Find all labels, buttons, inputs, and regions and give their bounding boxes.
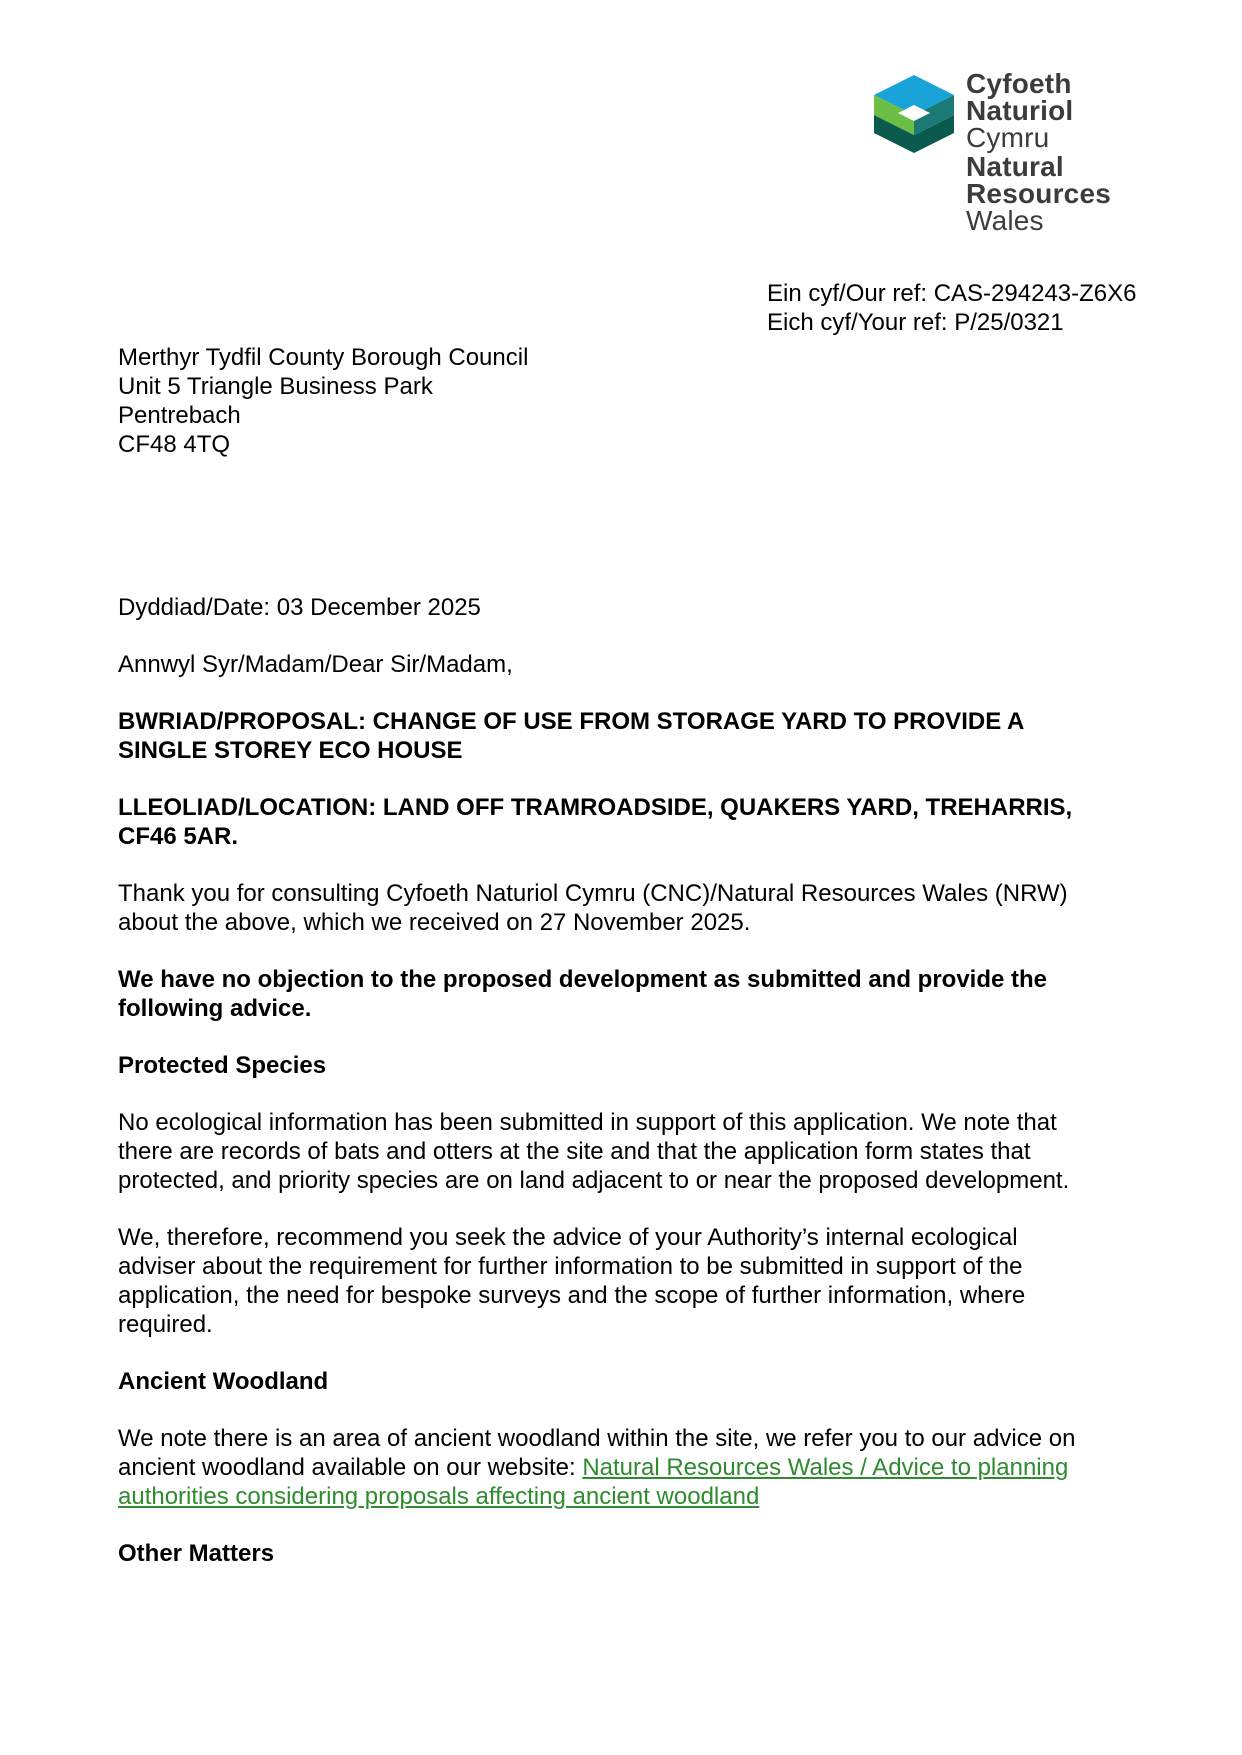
proposal-heading <box>118 707 1128 765</box>
proposal-line: SINGLE STOREY ECO HOUSE <box>118 737 463 764</box>
intro-line: Thank you for consulting Cyfoeth Naturiol Cymru (CNC)/Natural Resources Wales (NRW) <box>118 880 1068 907</box>
salutation <box>118 650 1128 679</box>
section-heading: Other Matters <box>118 1540 275 1567</box>
address-line: Merthyr Tydfil County Borough Council <box>118 344 529 371</box>
location-line: CF46 5AR. <box>118 823 239 850</box>
ancient-woodland-heading <box>118 1367 1128 1396</box>
paragraph-line: No ecological information has been submitted in support of this application. We note that <box>118 1109 1057 1136</box>
paragraph-line: adviser about the requirement for further information to be submitted in support of the <box>118 1253 1023 1280</box>
address-line: CF48 4TQ <box>118 431 231 458</box>
location-line: LLEOLIAD/LOCATION: LAND OFF TRAMROADSIDE, QUAKERS YARD, TREHARRIS, <box>118 794 1073 821</box>
paragraph-line: protected, and priority species are on land adjacent to or near the proposed development. <box>118 1167 1070 1194</box>
protected-species-paragraph-1 <box>118 1108 1128 1195</box>
logo-welsh-line3: Cymru <box>966 122 1050 153</box>
logo-welsh-line1: Cyfoeth <box>966 68 1072 99</box>
no-objection-statement <box>118 965 1128 1023</box>
paragraph-line: required. <box>118 1311 213 1338</box>
logo-english-line1: Natural <box>966 151 1064 182</box>
paragraph-line: We, therefore, recommend you seek the advice of your Authority’s internal ecological <box>118 1224 1018 1251</box>
other-matters-heading <box>118 1539 1128 1568</box>
paragraph-line: We note there is an area of ancient woodland within the site, we refer you to our advice on <box>118 1425 1076 1452</box>
paragraph-line <box>118 1453 1128 1482</box>
ancient-woodland-advice-link-continued[interactable]: authorities considering proposals affecting ancient woodland <box>118 1483 760 1510</box>
our-ref: Ein cyf/Our ref: CAS-294243-Z6X6 <box>767 280 1137 307</box>
nrw-logo <box>868 70 1128 240</box>
logo-english-line3: Wales <box>966 205 1044 236</box>
section-heading: Protected Species <box>118 1052 327 1079</box>
salutation-text: Annwyl Syr/Madam/Dear Sir/Madam, <box>118 651 513 678</box>
letter-date <box>118 593 1128 622</box>
location-heading <box>118 793 1128 851</box>
recipient-address <box>118 343 528 459</box>
logo-welsh-line2: Naturiol <box>966 95 1074 126</box>
paragraph-line <box>118 1482 1128 1511</box>
paragraph-line: application, the need for bespoke surveys and the scope of further information, where <box>118 1282 1026 1309</box>
proposal-line: BWRIAD/PROPOSAL: CHANGE OF USE FROM STORAGE YARD TO PROVIDE A <box>118 708 1025 735</box>
date-text: Dyddiad/Date: 03 December 2025 <box>118 594 481 621</box>
reference-block <box>767 279 1137 337</box>
paragraph-line: there are records of bats and otters at the site and that the application form states that <box>118 1138 1031 1165</box>
nrw-hexagon-logo-icon <box>868 73 960 155</box>
no-objection-line: following advice. <box>118 995 312 1022</box>
no-objection-line: We have no objection to the proposed development as submitted and provide the <box>118 966 1048 993</box>
protected-species-paragraph-2 <box>118 1223 1128 1339</box>
address-line: Unit 5 Triangle Business Park <box>118 373 433 400</box>
protected-species-heading <box>118 1051 1128 1080</box>
intro-line: about the above, which we received on 27 November 2025. <box>118 909 751 936</box>
logo-english-line2: Resources <box>966 178 1111 209</box>
address-line: Pentrebach <box>118 402 241 429</box>
ancient-woodland-advice-link[interactable]: Natural Resources Wales / Advice to planning <box>582 1454 1069 1481</box>
your-ref: Eich cyf/Your ref: P/25/0321 <box>767 309 1064 336</box>
logo-wordmark <box>966 70 1136 234</box>
intro-paragraph <box>118 879 1128 937</box>
paragraph-text: ancient woodland available on our website: <box>118 1454 583 1481</box>
ancient-woodland-paragraph <box>118 1424 1128 1511</box>
section-heading: Ancient Woodland <box>118 1368 329 1395</box>
